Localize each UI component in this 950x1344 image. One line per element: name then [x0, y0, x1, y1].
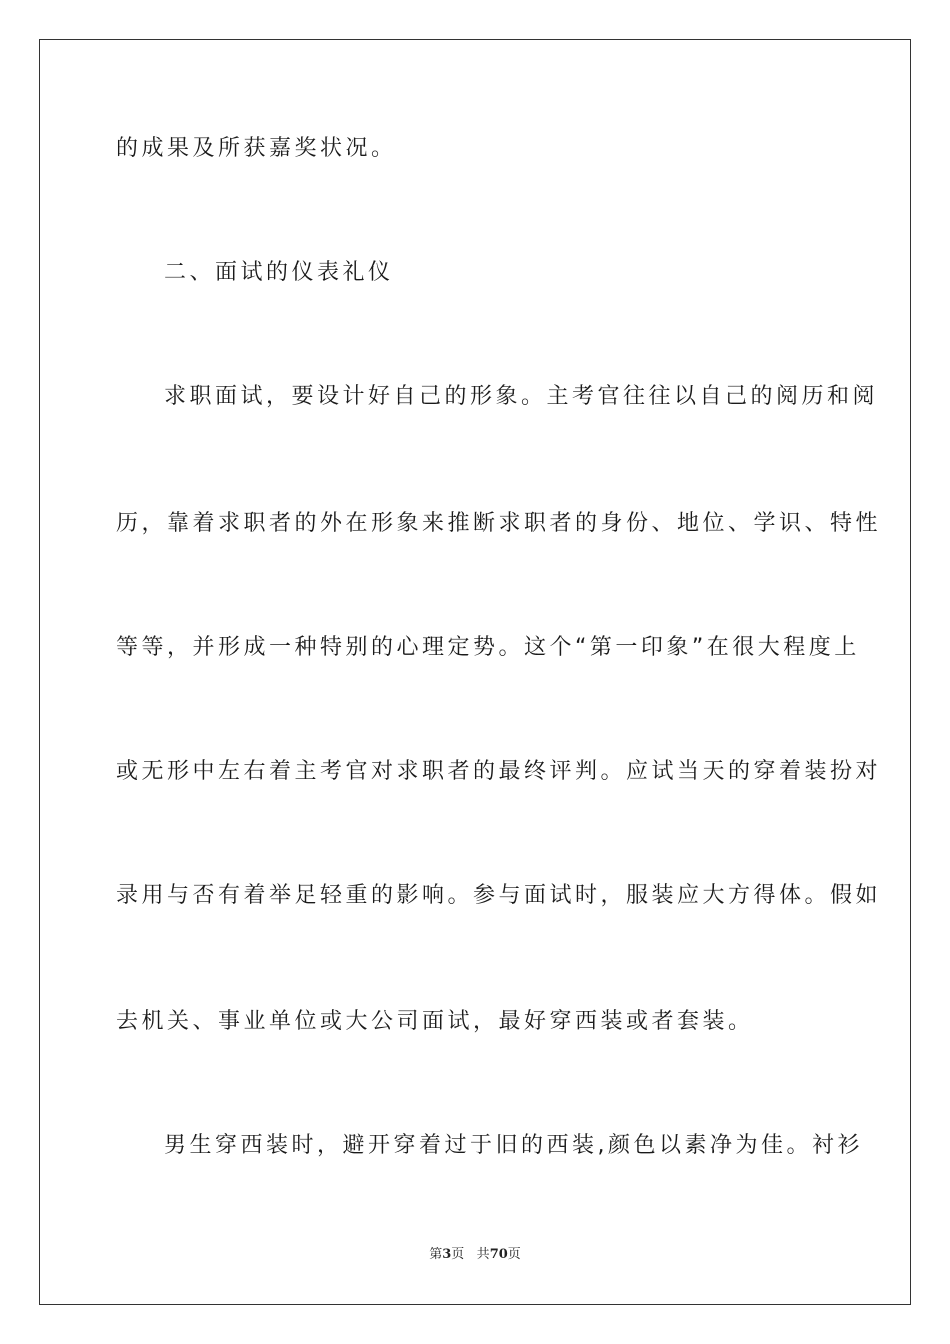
page-border — [39, 39, 911, 1305]
page-suffix: 页 — [451, 1247, 465, 1262]
page-number: 3 — [442, 1247, 452, 1262]
text-line-9: 男生穿西装时，避开穿着过于旧的西装,颜色以素净为佳。衬衫 — [164, 1133, 863, 1158]
text-line-3: 求职面试，要设计好自己的形象。主考官往往以自己的阅历和阅 — [164, 384, 879, 409]
total-prefix: 共 — [476, 1247, 490, 1262]
page-prefix: 第 — [429, 1247, 443, 1262]
total-pages: 70 — [489, 1247, 508, 1262]
text-line-7: 录用与否有着举足轻重的影响。参与面试时，服装应大方得体。假如 — [116, 883, 882, 908]
text-line-1: 的成果及所获嘉奖状况。 — [116, 136, 397, 161]
text-line-5: 等等，并形成一种特别的心理定势。这个“第一印象”在很大程度上 — [116, 635, 860, 660]
total-suffix: 页 — [507, 1247, 521, 1262]
text-line-8: 去机关、事业单位或大公司面试，最好穿西装或者套装。 — [116, 1009, 754, 1034]
text-line-6: 或无形中左右着主考官对求职者的最终评判。应试当天的穿着装扮对 — [116, 759, 882, 784]
page-footer — [0, 1246, 950, 1264]
text-line-4: 历，靠着求职者的外在形象来推断求职者的身份、地位、学识、特性 — [116, 511, 882, 536]
section-heading: 二、面试的仪表礼仪 — [164, 260, 394, 285]
